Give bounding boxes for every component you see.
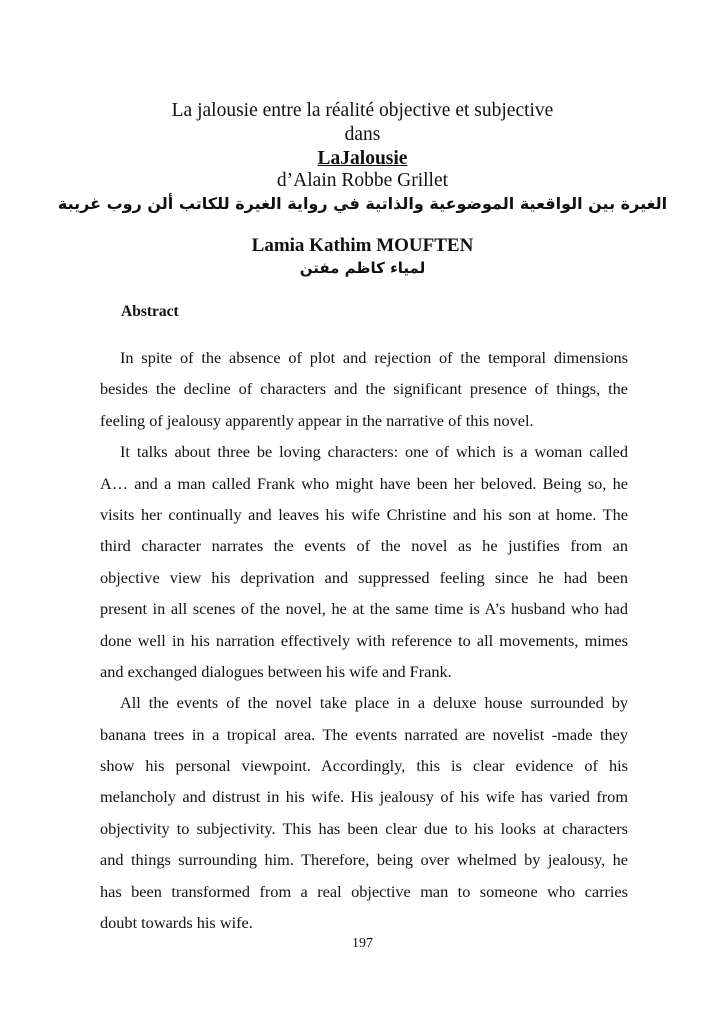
paragraph-line: visits her continually and leaves his wife Christine and his son at home. The <box>100 504 628 524</box>
paragraph-line: and things surrounding him. Therefore, being over whelmed by jealousy, he <box>100 850 628 870</box>
paragraph-line: banana trees in a tropical area. The events narrated are novelist -made they <box>100 724 628 744</box>
book-title: LaJalousie <box>317 148 408 169</box>
paragraph-line: and exchanged dialogues between his wife and Frank. <box>100 661 452 681</box>
paragraph-line: feeling of jealousy apparently appear in the narrative of this novel. <box>100 410 534 430</box>
paragraph-line: third character narrates the events of the novel as he justifies from an <box>100 536 628 556</box>
paragraph-line: melancholy and distrust in his wife. His jealousy of his wife has varied from <box>100 787 628 807</box>
abstract-body <box>100 345 628 941</box>
paragraph-line: besides the decline of characters and the significant presence of things, the <box>100 379 628 399</box>
page-number: 197 <box>352 936 373 951</box>
paragraph-line: All the events of the novel take place in a deluxe house surrounded by <box>120 693 628 713</box>
paragraph-line: In spite of the absence of plot and rejection of the temporal dimensions <box>120 348 628 367</box>
paragraph-line: It talks about three be loving characters: one of which is a woman called <box>120 442 628 462</box>
paragraph-line: objective view his deprivation and suppressed feeling since he had been <box>100 567 628 587</box>
article-title: La jalousie entre la réalité objective et subjective <box>171 100 554 121</box>
paragraph-line: present in all scenes of the novel, he at the same time is A’s husband who had <box>100 599 628 619</box>
paragraph-line: show his personal viewpoint. Accordingly, this is clear evidence of his <box>100 756 628 776</box>
title-connector: dans <box>344 124 381 145</box>
paragraph-line: done well in his narration effectively with reference to all movements, mimes <box>100 630 628 650</box>
abstract-heading: Abstract <box>121 303 179 320</box>
paragraph-line: doubt towards his wife. <box>100 913 253 933</box>
paragraph-line: has been transformed from a real objective man to someone who carries <box>100 881 628 901</box>
paragraph-line: A… and a man called Frank who might have been her beloved. Being so, he <box>100 473 628 493</box>
book-author: d’Alain Robbe Grillet <box>276 170 449 191</box>
author-name-arabic: لمياء كاظم مفتن <box>299 259 426 277</box>
arabic-title: الغيرة بين الواقعية الموضوعية والذاتية في رواية الغيرة للكاتب ألن روب غريبة <box>57 194 668 213</box>
paragraph-line: objectivity to subjectivity. This has been clear due to his looks at characters <box>100 818 628 838</box>
author-name: Lamia Kathim MOUFTEN <box>251 235 474 256</box>
